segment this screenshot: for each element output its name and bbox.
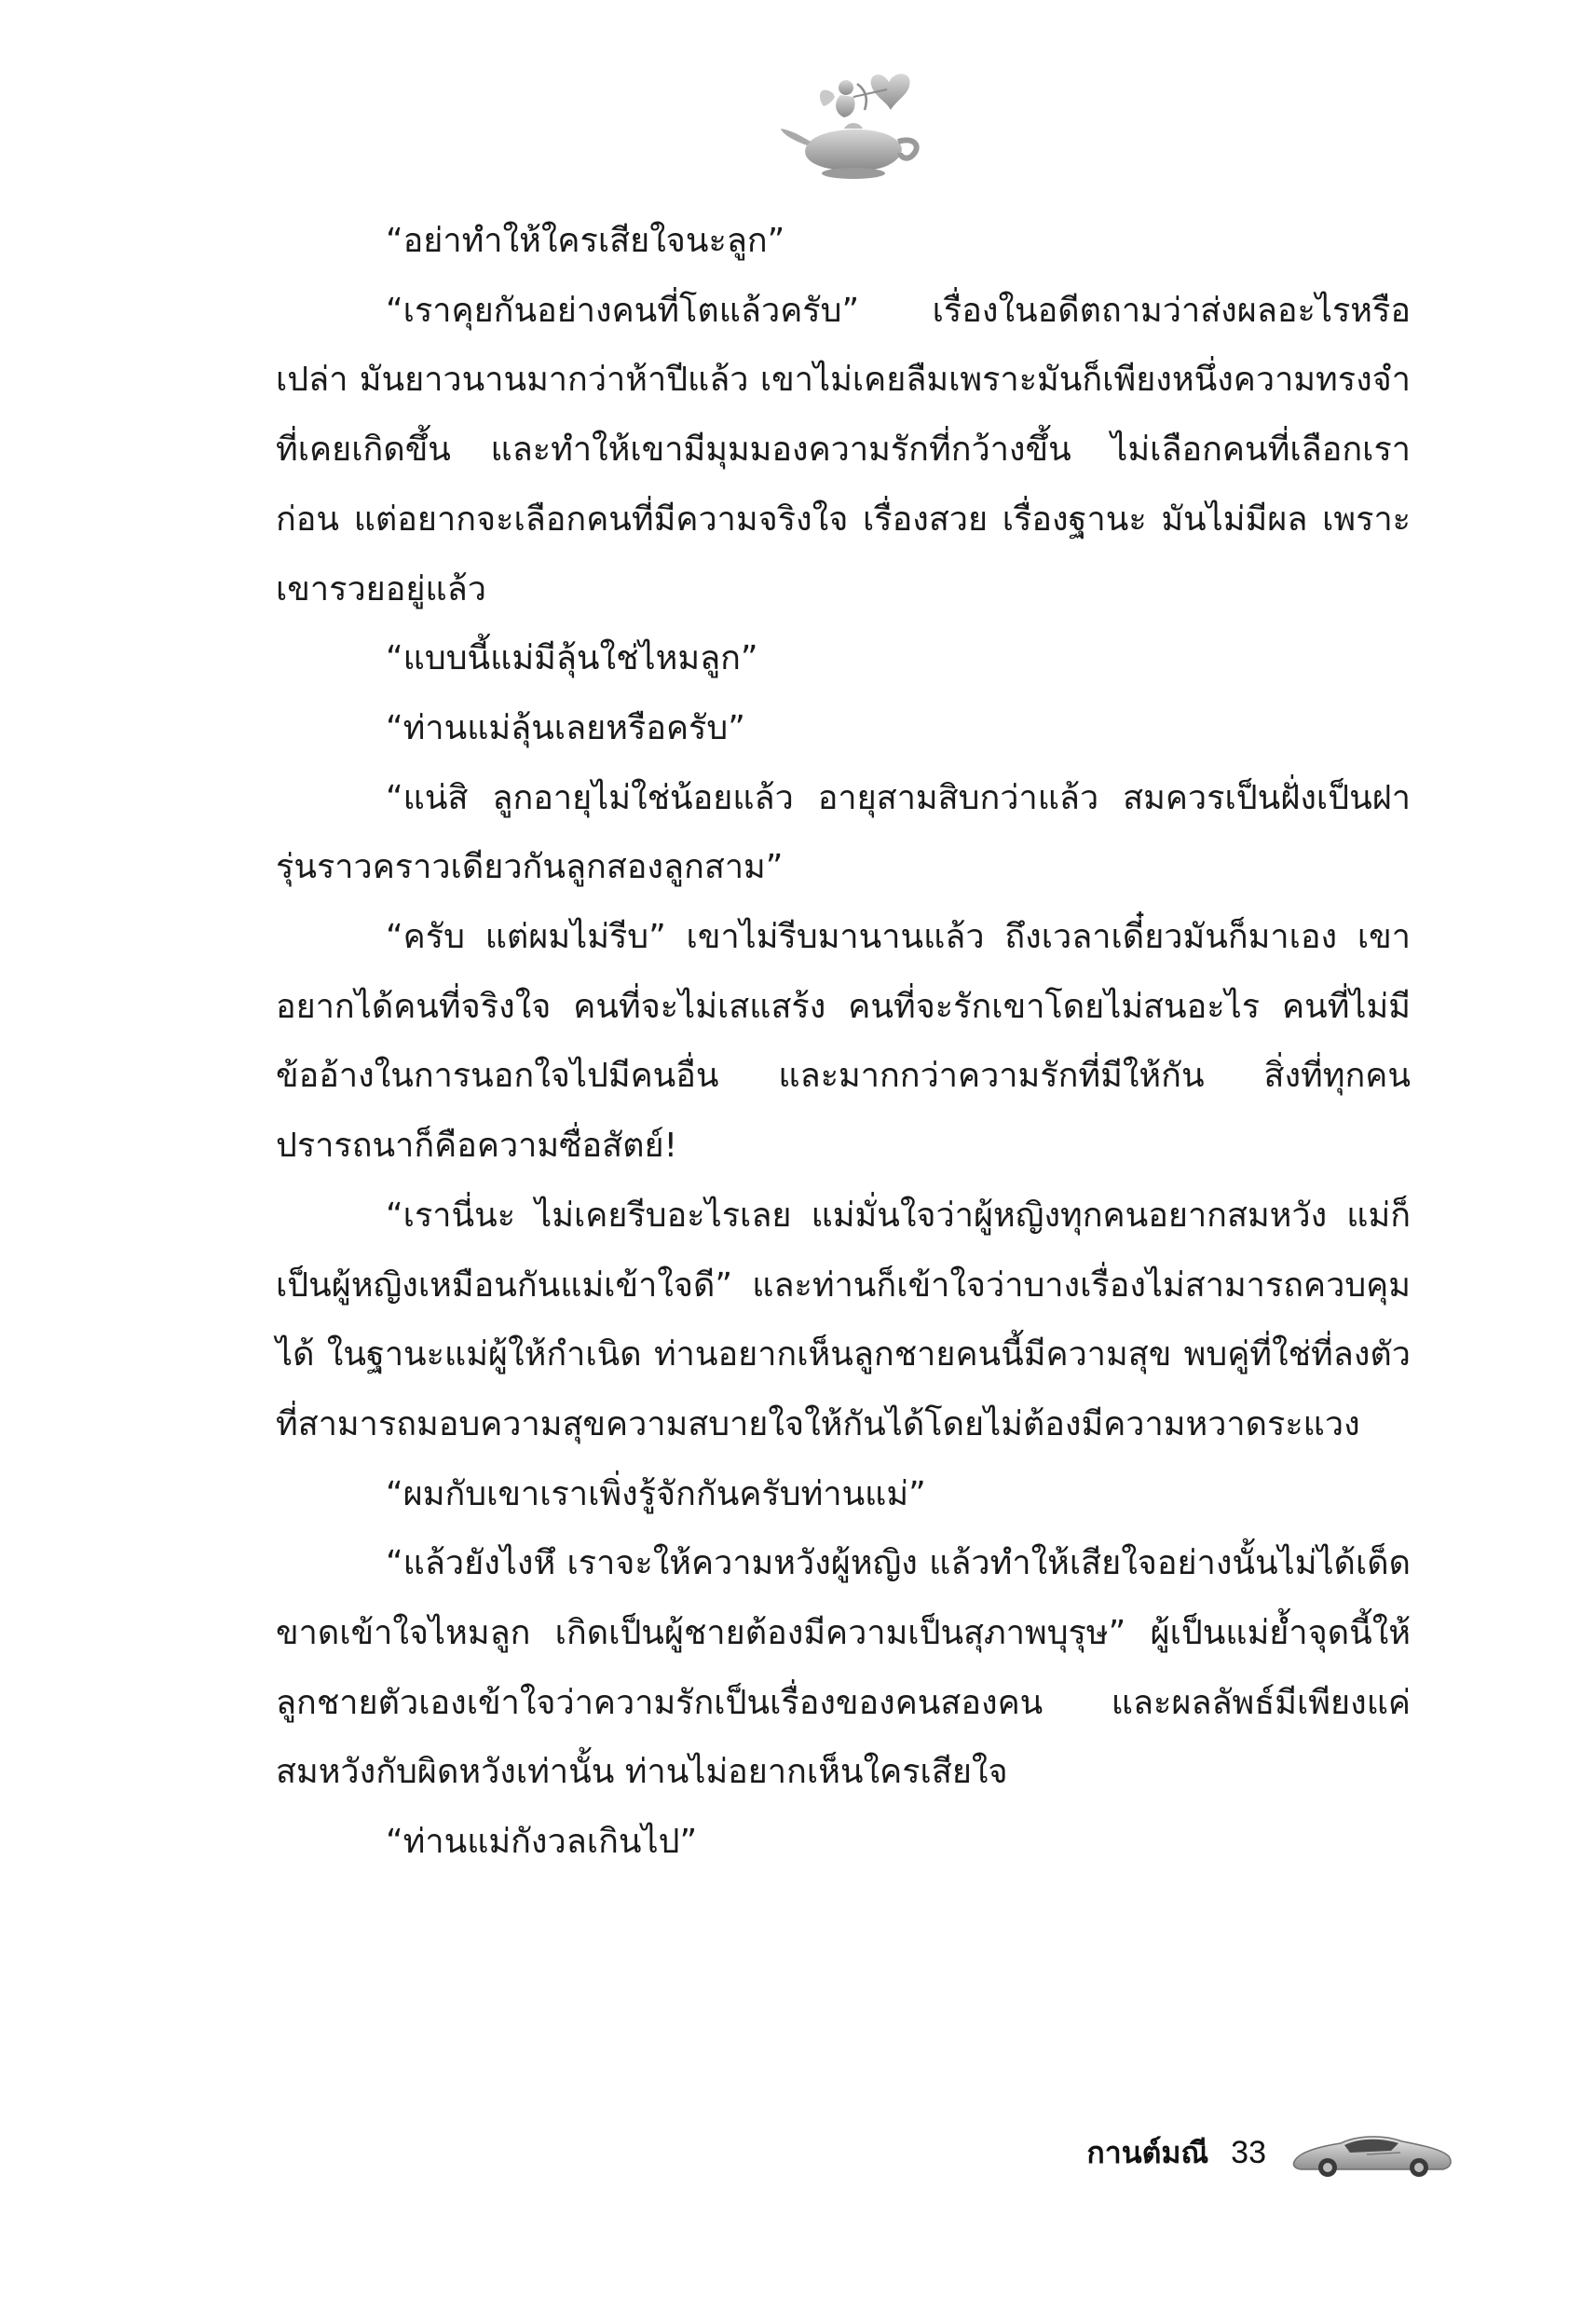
paragraph: “ครับ แต่ผมไม่รีบ” เขาไม่รีบมานานแล้ว ถึงเวลาเดี๋ยวมันก็มาเอง เขาอยากได้คนที่จริงใจ คนที่จะไม่เสแสร้ง คนที่จะรักเขาโดยไม่สนอะไร คนที่ไม่มีข้ออ้างในการนอกใจไปมีคนอื่น และมากกว่าความรักที่มีให้กัน สิ่งที่ทุกคนปรารถนาก็คือความซื่อสัตย์! [276, 918, 1411, 1166]
book-title: กานต์มณี [1086, 2134, 1209, 2170]
paragraph: “อย่าทำให้ใครเสียใจนะลูก” [386, 222, 785, 260]
paragraph: “แบบนี้แม่มีลุ้นใช่ไหมลูก” [386, 639, 758, 678]
body-text [276, 207, 1411, 1878]
sports-car-icon [1289, 2125, 1456, 2181]
paragraph: “เราคุยกันอย่างคนที่โตแล้วครับ” เรื่องในอดีตถามว่าส่งผลอะไรหรือเปล่า มันยาวนานมากว่าห้าปีแล้ว เขาไม่เคยลืมเพราะมันก็เพียงหนึ่งความทรงจำที่เคยเกิดขึ้น และทำให้เขามีมุมมองความรักที่กว้างขึ้น ไม่เลือกคนที่เลือกเราก่อน แต่อยากจะเลือกคนที่มีความจริงใจ เรื่องสวย เรื่องฐานะ มันไม่มีผล เพราะเขารวยอยู่แล้ว [276, 291, 1411, 609]
cupid-teapot-ornament-icon [779, 56, 928, 186]
page-footer [1086, 2125, 1456, 2181]
paragraph: “เรานี่นะ ไม่เคยรีบอะไรเลย แม่มั่นใจว่าผู้หญิงทุกคนอยากสมหวัง แม่ก็เป็นผู้หญิงเหมือนกันแม่เข้าใจดี” และท่านก็เข้าใจว่าบางเรื่องไม่สามารถควบคุมได้ ในฐานะแม่ผู้ให้กำเนิด ท่านอยากเห็นลูกชายคนนี้มีความสุข พบคู่ที่ใช่ที่ลงตัวที่สามารถมอบความสุขความสบายใจให้กันได้โดยไม่ต้องมีความหวาดระแวง [276, 1196, 1411, 1443]
paragraph: “ผมกับเขาเราเพิ่งรู้จักกันครับท่านแม่” [386, 1474, 926, 1513]
paragraph: “แล้วยังไงหึ เราจะให้ความหวังผู้หญิง แล้วทำให้เสียใจอย่างนั้นไม่ได้เด็ดขาดเข้าใจไหมลูก เกิดเป็นผู้ชายต้องมีความเป็นสุภาพบุรุษ” ผู้เป็นแม่ย้ำจุดนี้ให้ลูกชายตัวเองเข้าใจว่าความรักเป็นเรื่องของคนสองคน และผลลัพธ์มีเพียงแค่สมหวังกับผิดหวังเท่านั้น ท่านไม่อยากเห็นใครเสียใจ [276, 1544, 1411, 1792]
paragraph: “ท่านแม่กังวลเกินไป” [386, 1823, 698, 1862]
paragraph: “ท่านแม่ลุ้นเลยหรือครับ” [386, 708, 745, 747]
paragraph: “แน่สิ ลูกอายุไม่ใช่น้อยแล้ว อายุสามสิบกว่าแล้ว สมควรเป็นฝั่งเป็นฝา รุ่นราวคราวเดียวกันลูกสองลูกสาม” [276, 778, 1411, 887]
page-number: 33 [1231, 2134, 1266, 2170]
